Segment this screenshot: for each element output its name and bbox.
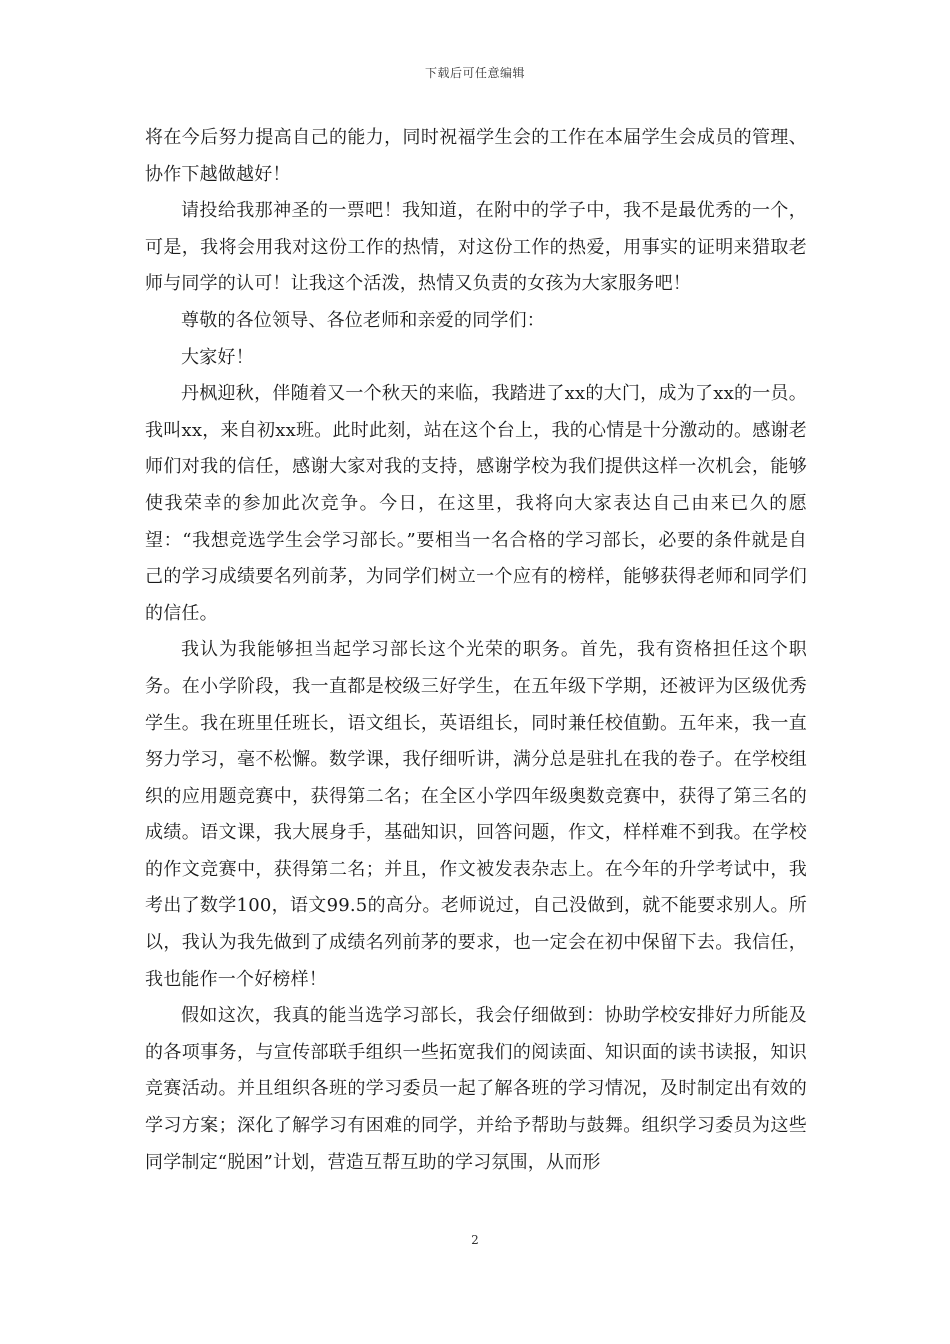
- paragraph-greeting: 大家好！: [181, 346, 254, 368]
- paragraph-introduction: 丹枫迎秋，伴随着又一个秋天的来临，我踏进了xx的大门，成为了xx的一员。我叫xx，来自初xx班。此时此刻，站在这个台上，我的心情是十分激动的。感谢老师们对我的信任，感谢大家对我的支持，感谢学校为我们提供这样一次机会，能够使我荣幸的参加此次竞争。今日，在这里，我将向大家表达自己由来已久的愿望：“我想竞选学生会学习部长。”要相当一名合格的学习部长，必要的条件就是自己的学习成绩要名列前茅，为同学们树立一个应有的榜样，能够获得老师和同学们的信任。: [145, 383, 807, 624]
- paragraph-plans: 假如这次，我真的能当选学习部长，我会仔细做到：协助学校安排好力所能及的各项事务，与宣传部联手组织一些拓宽我们的阅读面、知识面的读书读报，知识竞赛活动。并且组织各班的学习委员一起了解各班的学习情况，及时制定出有效的学习方案；深化了解学习有困难的同学，并给予帮助与鼓舞。组织学习委员为这些同学制定“脱困”计划，营造互帮互助的学习氛围，从而形: [145, 1005, 807, 1173]
- paragraph-vote-request: 请投给我那神圣的一票吧！我知道，在附中的学子中，我不是最优秀的一个，可是，我将会用我对这份工作的热情，对这份工作的热爱，用事实的证明来猎取老师与同学的认可！让我这个活泼，热情又负责的女孩为大家服务吧！: [145, 200, 807, 295]
- page-number: 2: [471, 1233, 479, 1247]
- page-header: 下载后可任意编辑: [424, 66, 525, 80]
- paragraph-salutation: 尊敬的各位领导、各位老师和亲爱的同学们：: [181, 309, 545, 331]
- paragraph-qualifications: 我认为我能够担当起学习部长这个光荣的职务。首先，我有资格担任这个职务。在小学阶段，我一直都是校级三好学生，在五年级下学期，还被评为区级优秀学生。我在班里任班长，语文组长，英语组长，同时兼任校值勤。五年来，我一直努力学习，毫不松懈。数学课，我仔细听讲，满分总是驻扎在我的卷子。在学校组织的应用题竞赛中，获得第二名；在全区小学四年级奥数竞赛中，获得了第三名的成绩。语文课，我大展身手，基础知识，回答问题，作文，样样难不到我。在学校的作文竞赛中，获得第二名；并且，作文被发表杂志上。在今年的升学考试中，我考出了数学100，语文99.5的高分。老师说过，自己没做到，就不能要求别人。所以，我认为我先做到了成绩名列前茅的要求，也一定会在初中保留下去。我信任，我也能作一个好榜样！: [145, 639, 807, 990]
- paragraph-continuation: 将在今后努力提高自己的能力，同时祝福学生会的工作在本届学生会成员的管理、协作下越做越好！: [145, 127, 807, 185]
- document-body: [145, 120, 807, 1181]
